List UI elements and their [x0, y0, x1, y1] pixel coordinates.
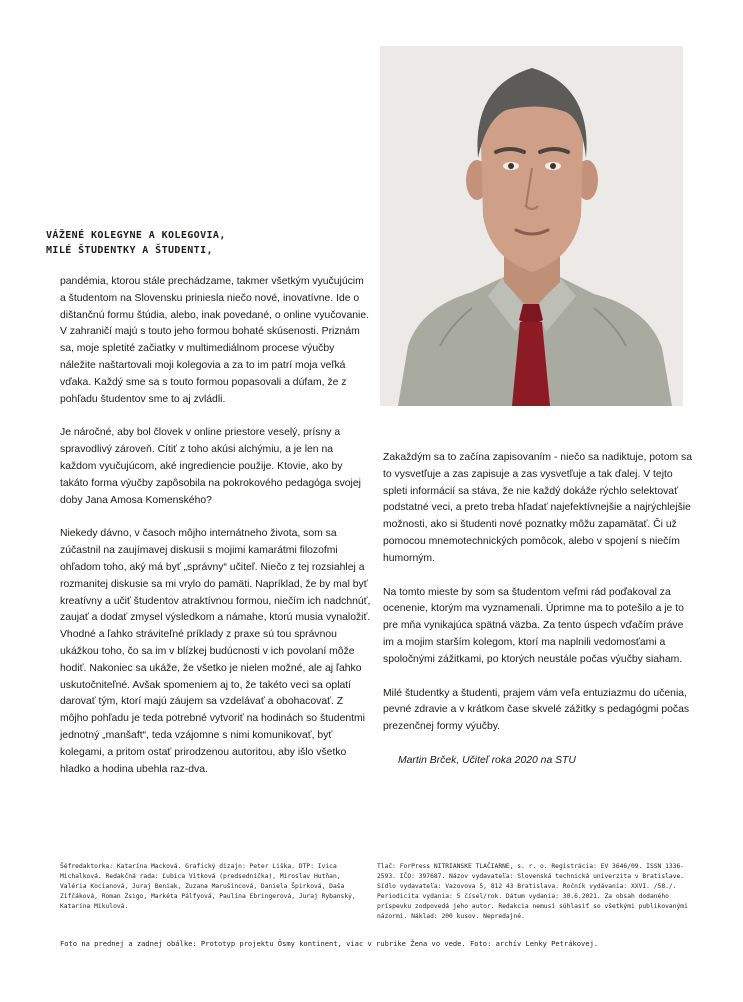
- left-text-column: [60, 274, 372, 795]
- body-paragraph: Milé študentky a študenti, prajem vám veľa entuziazmu do učenia, pevné zdravie a v krátkom čase skvelé zážitky s pedagógmi počas prezenčnej formy výučby.: [383, 687, 690, 733]
- publisher-imprint: Tlač: ForPress NITRIANSKE TLAČIARNE, s. r. o. Registrácia: EV 3646/09. ISSN 1336-2593. IČO: 397687. Názov vydavateľa: Slovenská technická univerzita v Bratislave. Sídlo vydavateľa: Vazovova 5, 812 43 Bratislava. Ročník vydávania: XXVI. /58./. Periodicita vydania: 5 čísel/rok. Dátum vydania: 30.6.2021. Za obsah dodaného príspevku zodpovedá jeho autor. Redakcia nemusí súhlasiť so všetkými publikovanými názormi. Náklad: 200 kusov. Nepredajné.: [377, 863, 688, 921]
- photo-credit: Foto na prednej a zadnej obálke: Prototyp projektu Ôsmy kontinent, viac v rubrike Žena vo vede. Foto: archív Lenky Petrákovej.: [60, 939, 599, 948]
- body-paragraph: Niekedy dávno, v časoch môjho internátneho života, som sa zúčastnil na zaujímavej diskusii s mojimi kamarátmi filozofmi ohľadom toho, aký má byť „správny“ učiteľ. Niečo z tej rozsiahlej a rozmanitej diskusie sa mi vrylo do pamäti. Napríklad, že by mal byť kreatívny a učiť študentov atraktívnou formou, niečím ich nadchnúť, zaujať a dodať zmysel výsledkom a námahe, ktorú musia vynaložiť. Vhodné a ľahko stráviteľné príklady z praxe sú tou správnou ukážkou toho, čo sa im v blízkej budúcnosti v ich povolaní môže hodiť. Nakoniec sa ukáže, že všetko je nielen možné, ale aj ľahko uskutočniteľné. Avšak spomeniem aj to, že takéto veci sa oplatí darovať tým, ktorí majú záujem sa vzdelávať a obohacovať. Z môjho pohľadu je teda potrebné vytvoriť na hodinách so študentmi jednotný „manšaft“, teda vzájomne s nimi komunikovať, byť kolegami, a pritom ostať prirodzenou autoritou, aby išlo všetko hladko a hodina ubehla raz-dva.: [60, 528, 371, 775]
- greeting-line: MILÉ ŠTUDENTKY A ŠTUDENTI,: [46, 245, 213, 256]
- author-signature: Martin Brček, Učiteľ roka 2020 na STU: [398, 754, 576, 766]
- greeting-line: VÁŽENÉ KOLEGYNE A KOLEGOVIA,: [46, 230, 226, 241]
- editorial-staff-imprint: Šéfredaktorka: Katarína Macková. Grafický dizajn: Peter Liška. DTP: Ivica Michalková. Redakčná rada: Ľubica Vitková (predsedníčka), Miroslav Hutňan, Valéria Kocianová, Juraj Beniak, Zuzana Marušincová, Daniela Špirková, Daša Zifčáková, Roman Zsigo, Markéta Pálfyová, Paulína Ebringerová, Juraj Rybanský, Katarína Mikulová.: [60, 863, 356, 911]
- greeting-heading: [46, 228, 226, 258]
- body-paragraph: Na tomto mieste by som sa študentom veľmi rád poďakoval za ocenenie, ktorým ma vyznamenali. Úprimne ma to potešilo a je to pre mňa vynikajúca spätná väzba. Za tento úspech vďačím práve im a mojim starším kolegom, ktorí ma naplnili vedomosťami a spoločnými zážitkami, po ktorých neustále počas výučby siaham.: [383, 586, 684, 665]
- body-paragraph: Zakaždým sa to začína zapisovaním - niečo sa nadiktuje, potom sa to vysvetľuje a zas zapisuje a zas vysvetľuje a tak ďalej. V tejto spleti informácií sa stáva, že nie každý dokáže rýchlo selektovať podstatné veci, a preto treba hľadať najefektívnejšie a najrýchlejšie možnosti, ako si študenti nové poznatky môžu zapamätať. Či už pomocou mnemotechnických pomôcok, alebo v spojení s niečím humorným.: [383, 452, 692, 564]
- body-paragraph: Je náročné, aby bol človek v online priestore veselý, prísny a spravodlivý zároveň. Cítiť z toho akúsi alchýmiu, a je len na každom vyučujúcom, aké ingrediencie použije. Ktovie, ako by takáto forma výučby zapôsobila na pokrokového pedagóga svojej doby Jana Amosa Komenského?: [60, 427, 361, 506]
- right-text-column: [383, 450, 693, 787]
- body-paragraph: pandémia, ktorou stále prechádzame, takmer všetkým vyučujúcim a študentom na Slovensku priniesla niečo nové, inovatívne. Ide o dištančnú formu štúdia, alebo, inak povedané, o online vyučovanie. V zahraničí majú s touto jeho formou bohaté skúsenosti. Priznám sa, moje spletité začiatky v multimediálnom procese výučby náležite naštartovali moji kolegovia a za to im patrí moja veľká vďaka. Každý sme sa s touto formou popasovali a dúfam, že z pohľadu študentov sme to aj zvládli.: [60, 276, 370, 405]
- author-portrait-photo: [380, 46, 683, 406]
